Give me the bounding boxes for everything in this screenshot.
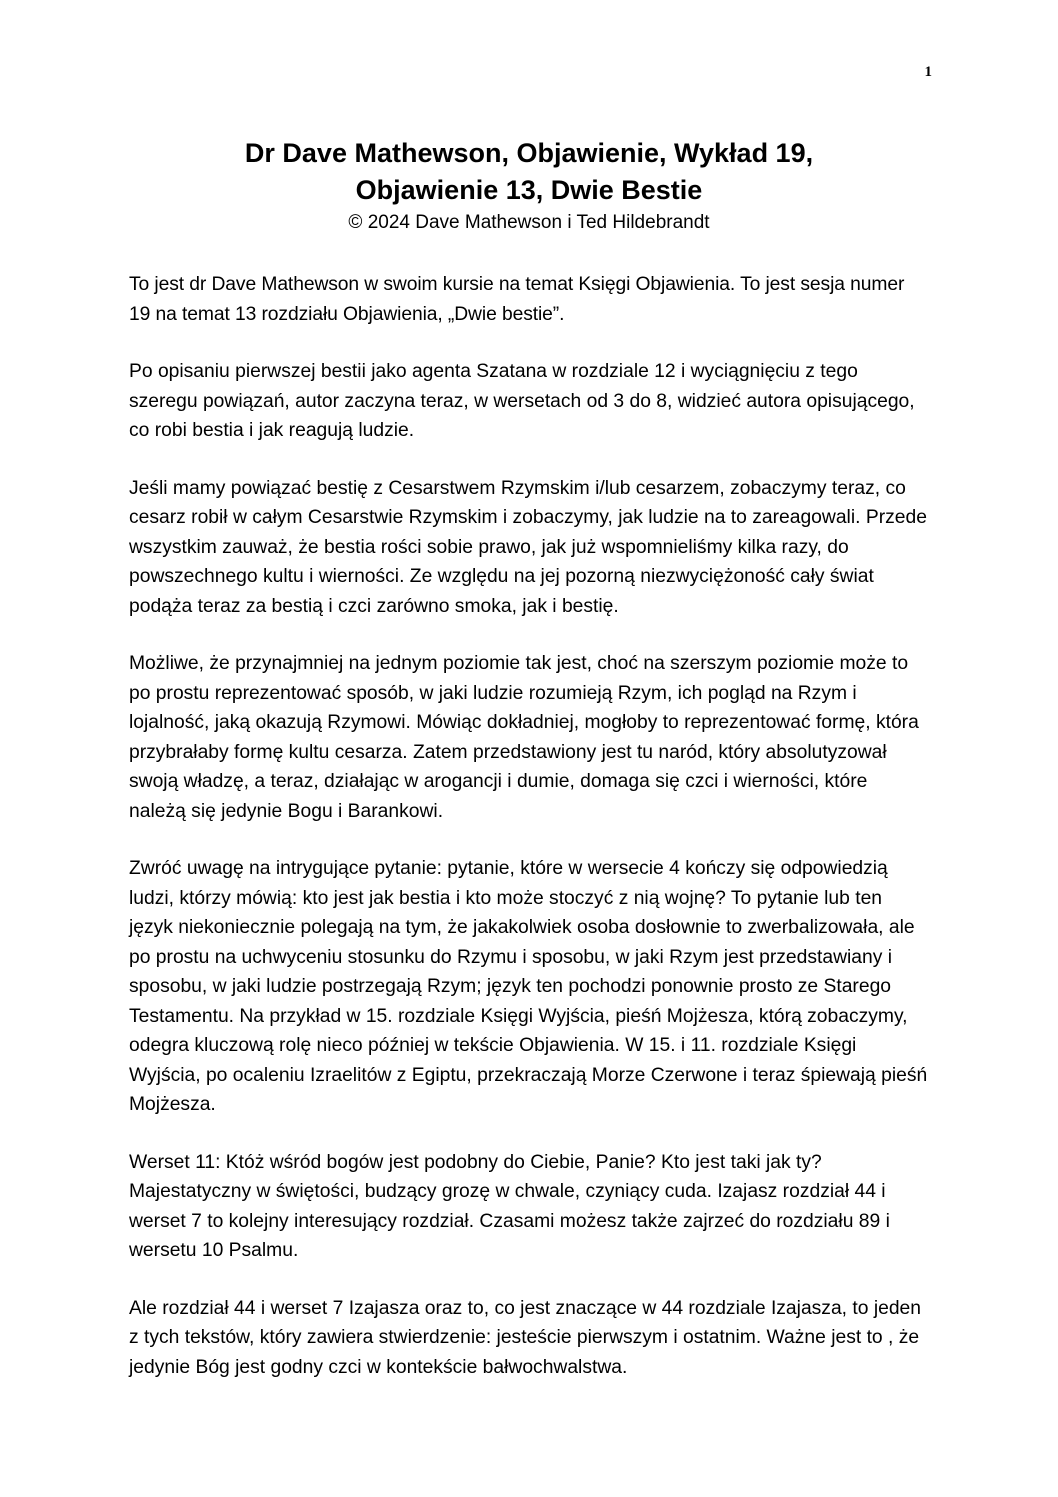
paragraph: To jest dr Dave Mathewson w swoim kursie na temat Księgi Objawienia. To jest sesja numer 19 na temat 13 rozdziału Objawienia, „Dwie bestie”. (129, 274, 905, 325)
body-text (129, 270, 929, 1410)
copyright-line: © 2024 Dave Mathewson i Ted Hildebrandt (348, 212, 710, 233)
document-title-line-2: Objawienie 13, Dwie Bestie (355, 175, 703, 205)
paragraph: Zwróć uwagę na intrygujące pytanie: pytanie, które w wersecie 4 kończy się odpowiedzią ludzi, którzy mówią: kto jest jak bestia i kto może stoczyć z nią wojnę? To pytanie lub ten język niekoniecznie polegają na tym, że jakakolwiek osoba dosłownie to zwerbalizowała, ale po prostu na uchwyceniu stosunku do Rzymu i sposobu, w jaki Rzym jest przedstawiany i sposobu, w jaki ludzie postrzegają Rzym; język ten pochodzi ponownie prosto ze Starego Testamentu. Na przykład w 15. rozdziale Księgi Wyjścia, pieśń Mojżesza, którą zobaczymy, odegra kluczową rolę nieco później w tekście Objawienia. W 15. i 11. rozdziale Księgi Wyjścia, po ocaleniu Izraelitów z Egiptu, przekraczają Morze Czerwone i teraz śpiewają pieśń Mojżesza. (129, 858, 928, 1115)
document-title-line-1: Dr Dave Mathewson, Objawienie, Wykład 19, (244, 138, 814, 168)
paragraph: Jeśli mamy powiązać bestię z Cesarstwem Rzymskim i/lub cesarzem, zobaczymy teraz, co cesarz robił w całym Cesarstwie Rzymskim i zobaczymy, jak ludzie na to zareagowali. Przede wszystkim zauważ, że bestia rości sobie prawo, jak już wspomnieliśmy kilka razy, do powszechnego kultu i wierności. Ze względu na jej pozorną niezwyciężoność cały świat podąża teraz za bestią i czci zarówno smoka, jak i bestię. (129, 477, 927, 617)
paragraph: Werset 11: Któż wśród bogów jest podobny do Ciebie, Panie? Kto jest taki jak ty? Majestatyczny w świętości, budzący grozę w chwale, czyniący cuda. Izajasz rozdział 44 i werset 7 to kolejny interesujący rozdział. Czasami możesz także zajrzeć do rozdziału 89 i wersetu 10 Psalmu. (129, 1151, 890, 1261)
paragraph: Po opisaniu pierwszej bestii jako agenta Szatana w rozdziale 12 i wyciągnięciu z tego szeregu powiązań, autor zaczyna teraz, w wersetach od 3 do 8, widzieć autora opisującego, co robi bestia i jak reagują ludzie. (129, 361, 915, 441)
page-number: 1 (924, 64, 932, 80)
paragraph: Ale rozdział 44 i werset 7 Izajasza oraz to, co jest znaczące w 44 rozdziale Izajasza, to jeden z tych tekstów, który zawiera stwierdzenie: jesteście pierwszym i ostatnim. Ważne jest to , że jedynie Bóg jest godny czci w kontekście bałwochwalstwa. (129, 1297, 921, 1378)
title-block (100, 135, 958, 235)
paragraph: Możliwe, że przynajmniej na jednym poziomie tak jest, choć na szerszym poziomie może to po prostu reprezentować sposób, w jaki ludzie rozumieją Rzym, ich pogląd na Rzym i lojalność, jaką okazują Rzymowi. Mówiąc dokładniej, mogłoby to reprezentować formę, która przybrałaby formę kultu cesarza. Zatem przedstawiony jest tu naród, który absolutyzował swoją władzę, a teraz, działając w arogancji i dumie, domaga się czci i wierności, które należą się jedynie Bogu i Barankowi. (129, 653, 919, 822)
